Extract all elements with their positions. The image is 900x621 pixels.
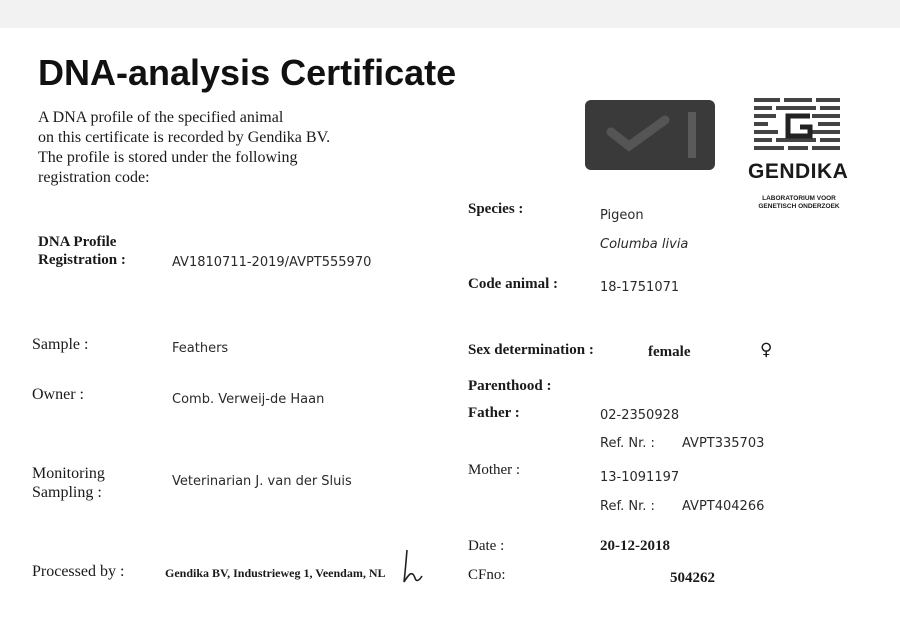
sex-label: Sex determination : [468, 342, 594, 358]
intro-line: registration code: [38, 169, 150, 186]
father-ref-value: AVPT335703 [682, 436, 765, 451]
female-symbol-icon: ♀ [760, 340, 773, 360]
gendika-brand-name: GENDIKA [748, 160, 849, 183]
checkmark-icon [603, 112, 673, 156]
gendika-logo-icon [752, 96, 844, 154]
father-value: 02-2350928 [600, 408, 680, 423]
monitoring-label: Monitoring Sampling : [32, 465, 105, 501]
cfno-label: CFno: [468, 567, 506, 583]
date-value: 20-12-2018 [600, 538, 670, 554]
processed-value: Gendika BV, Industrieweg 1, Veendam, NL [165, 566, 386, 580]
mother-ref-label: Ref. Nr. : [600, 499, 655, 514]
seal-stamp-image [585, 100, 715, 170]
species-latin-name: Columba livia [600, 237, 689, 252]
owner-value: Comb. Verweij-de Haan [172, 392, 325, 407]
monitoring-value: Veterinarian J. van der Sluis [172, 474, 352, 489]
parenthood-label: Parenthood : [468, 378, 552, 394]
sample-value: Feathers [172, 341, 229, 356]
processed-label: Processed by : [32, 563, 125, 580]
father-label: Father : [468, 405, 520, 421]
sex-value: female [648, 344, 691, 360]
father-ref-label: Ref. Nr. : [600, 436, 655, 451]
intro-line: A DNA profile of the specified animal [38, 109, 284, 126]
species-label: Species : [468, 201, 524, 217]
species-value: Pigeon [600, 208, 644, 223]
code-animal-value: 18-1751071 [600, 280, 680, 295]
mother-ref-value: AVPT404266 [682, 499, 765, 514]
owner-label: Owner : [32, 386, 84, 403]
cfno-value: 504262 [670, 570, 715, 586]
sample-label: Sample : [32, 336, 89, 353]
mother-label: Mother : [468, 462, 521, 478]
intro-line: The profile is stored under the following [38, 149, 298, 166]
registration-value: AV1810711-2019/AVPT555970 [172, 255, 372, 270]
top-margin-band [0, 0, 900, 28]
gendika-subtitle: LABORATORIUM VOOR GENETISCH ONDERZOEK [758, 195, 840, 210]
certificate-title: DNA-analysis Certificate [38, 52, 457, 93]
intro-line: on this certificate is recorded by Gendika BV. [38, 129, 331, 146]
registration-label: DNA Profile Registration : [38, 234, 126, 268]
date-label: Date : [468, 538, 505, 554]
intro-paragraph [38, 108, 330, 188]
handwritten-signature [395, 548, 425, 586]
mother-value: 13-1091197 [600, 470, 680, 485]
code-animal-label: Code animal : [468, 276, 558, 292]
